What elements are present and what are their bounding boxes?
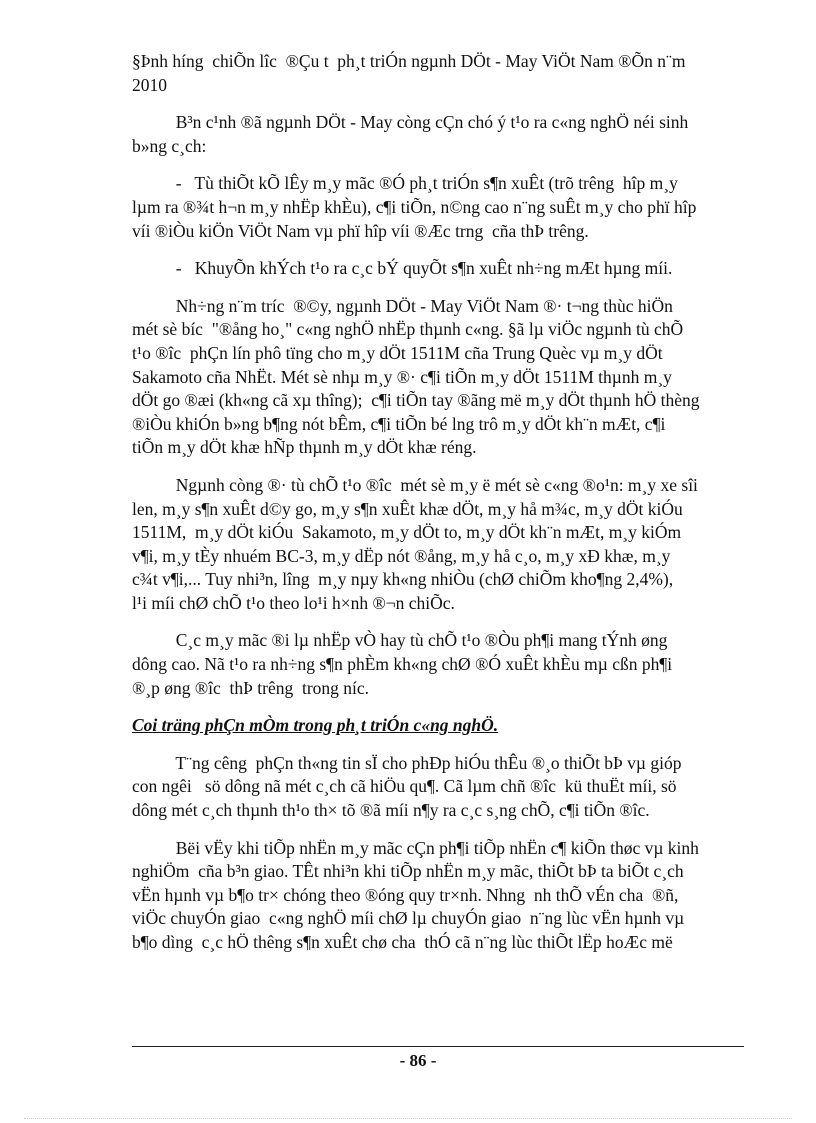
paragraph — [132, 50, 742, 97]
text-line: Sakamoto cña NhËt. Mét sè nhµ m¸y ®· c¶i tiÕn m¸y dÖt 1511M thµnh m¸y — [132, 366, 672, 387]
text-line: tiÕn m¸y dÖt khæ hÑp thµnh m¸y dÖt khæ réng. — [132, 437, 477, 458]
text-line: vËn hµnh vµ b¶o tr× chóng theo ®óng quy tr×nh. Nhng nh thÕ vÉn cha ®ñ, — [132, 884, 679, 905]
text-line: lµm ra ®¾t h¬n m¸y nhËp khÈu), c¶i tiÕn, n©ng cao n¨ng suÊt m¸y cho phï hîp — [132, 196, 697, 217]
paragraph-spacing — [132, 97, 742, 111]
paragraph-spacing — [132, 460, 742, 474]
text-line: t¹o ®îc phÇn lín phô tïng cho m¸y dÖt 1511M cña Trung Quèc vµ m¸y dÖt — [132, 342, 663, 363]
text-line: len, m¸y s¶n xuÊt d©y go, m¸y s¶n xuÊt khæ dÖt, m¸y hå m¾c, m¸y dÖt kiÓu — [132, 498, 683, 519]
paragraph-spacing — [132, 281, 742, 295]
text-line: T¨ng cêng phÇn th«ng tin sÏ cho phÐp hiÓu thÊu ®¸o thiÕt bÞ vµ gióp — [132, 752, 682, 773]
text-line: B³n c¹nh ®ã ngµnh DÖt - May còng cÇn chó ý t¹o ra c«ng nghÖ néi sinh — [132, 112, 689, 133]
paragraph-spacing — [132, 243, 742, 257]
text-line: con ngêi sö dông nã mét c¸ch cã hiÖu qu¶. Cã lµm chñ ®îc kü thuËt míi, sö — [132, 776, 677, 797]
paragraph-spacing — [132, 738, 742, 752]
paragraph — [132, 111, 742, 158]
text-line: l¹i míi chØ chÕ t¹o theo lo¹i h×nh ®¬n chiÕc. — [132, 592, 455, 613]
text-line: C¸c m¸y mãc ®i lµ nhËp vÒ hay tù chÕ t¹o ®Òu ph¶i mang tÝnh øng — [132, 630, 668, 651]
text-line: nghiÖm cña b³n giao. TÊt nhi³n khi tiÕp nhËn m¸y mãc, thiÕt bÞ ta biÕt c¸ch — [132, 861, 684, 882]
text-line: dÖt go ®æi (kh«ng cã xµ thîng); c¶i tiÕn tay ®ãng më m¸y dÖt thµnh hÖ thèng — [132, 390, 700, 411]
text-line: dông cao. Nã t¹o ra nh÷ng s¶n phÈm kh«ng chØ ®Ó xuÊt khÈu mµ cßn ph¶i — [132, 654, 673, 675]
text-line: Bëi vËy khi tiÕp nhËn m¸y mãc cÇn ph¶i tiÕp nhËn c¶ kiÕn thøc vµ kinh — [132, 837, 699, 858]
paragraph — [132, 837, 742, 955]
paragraph — [132, 172, 742, 243]
text-line: víi ®iÒu kiÖn ViÖt Nam vµ phï hîp víi ®Æc trng cña thÞ trêng. — [132, 220, 589, 241]
heading-text: Coi träng phÇn mÒm trong ph¸t triÓn c«ng nghÖ. — [132, 715, 499, 736]
paragraph — [132, 295, 742, 460]
text-line: - Tù thiÕt kÕ lÊy m¸y mãc ®Ó ph¸t triÓn s¶n xuÊt (trõ trêng hîp m¸y — [132, 173, 678, 194]
text-line: 1511M, m¸y dÖt kiÓu Sakamoto, m¸y dÖt to, m¸y dÖt kh¨n mÆt, m¸y kiÓm — [132, 522, 682, 543]
text-line: 2010 — [132, 74, 167, 95]
body-text — [132, 50, 742, 955]
text-line: ®¸p øng ®îc thÞ trêng trong níc. — [132, 677, 370, 698]
paragraph — [132, 752, 742, 823]
text-line: §Þnh híng chiÕn lîc ®Çu t ph¸t triÓn ngµnh DÖt - May ViÖt Nam ®Õn n¨m — [132, 51, 686, 71]
section-heading — [132, 714, 742, 738]
paragraph-spacing — [132, 700, 742, 714]
page-number: - 86 - — [399, 1051, 437, 1070]
paragraph-spacing — [132, 823, 742, 837]
paragraph — [132, 629, 742, 700]
text-line: b¶o dìng c¸c hÖ thêng s¶n xuÊt chø cha thÓ cã n¨ng lùc thiÕt lËp hoÆc më — [132, 932, 673, 952]
text-line: mét sè bíc "®ång ho¸" c«ng nghÖ nhËp thµnh c«ng. §ã lµ viÖc ngµnh tù chÕ — [132, 319, 684, 340]
text-line: - KhuyÕn khÝch t¹o ra c¸c bÝ quyÕt s¶n xuÊt nh÷ng mÆt hµng míi. — [132, 258, 673, 279]
paragraph — [132, 257, 742, 281]
text-line: v¶i, m¸y tÈy nhuém BC-3, m¸y dËp nót ®ång, m¸y hå c¸o, m¸y xÐ khæ, m¸y — [132, 545, 671, 566]
footer-rule — [132, 1046, 744, 1047]
text-line: dông mét c¸ch thµnh th¹o th× tõ ®ã míi n¶y ra c¸c s¸ng chÕ, c¶i tiÕn ®îc. — [132, 800, 650, 821]
page-edge-divider — [24, 1118, 792, 1119]
paragraph-spacing — [132, 615, 742, 629]
text-line: Ngµnh còng ®· tù chÕ t¹o ®îc mét sè m¸y ë mét sè c«ng ®o¹n: m¸y xe sîi — [132, 474, 698, 495]
text-line: b»ng c¸ch: — [132, 135, 207, 156]
text-line: ®iÒu khiÓn b»ng b¶ng nót bÊm, c¶i tiÕn bé lng trô m¸y dÖt kh¨n mÆt, c¶i — [132, 413, 666, 434]
text-line: viÖc chuyÓn giao c«ng nghÖ míi chØ lµ chuyÓn giao n¨ng lùc vËn hµnh vµ — [132, 908, 685, 929]
paragraph — [132, 474, 742, 616]
text-line: Nh÷ng n¨m tríc ®©y, ngµnh DÖt - May ViÖt Nam ®· t¬ng thùc hiÖn — [132, 295, 673, 316]
paragraph-spacing — [132, 158, 742, 172]
text-line: c¾t v¶i,... Tuy nhi³n, lîng m¸y nµy kh«ng nhiÒu (chØ chiÕm kho¶ng 2,4%), — [132, 569, 674, 590]
